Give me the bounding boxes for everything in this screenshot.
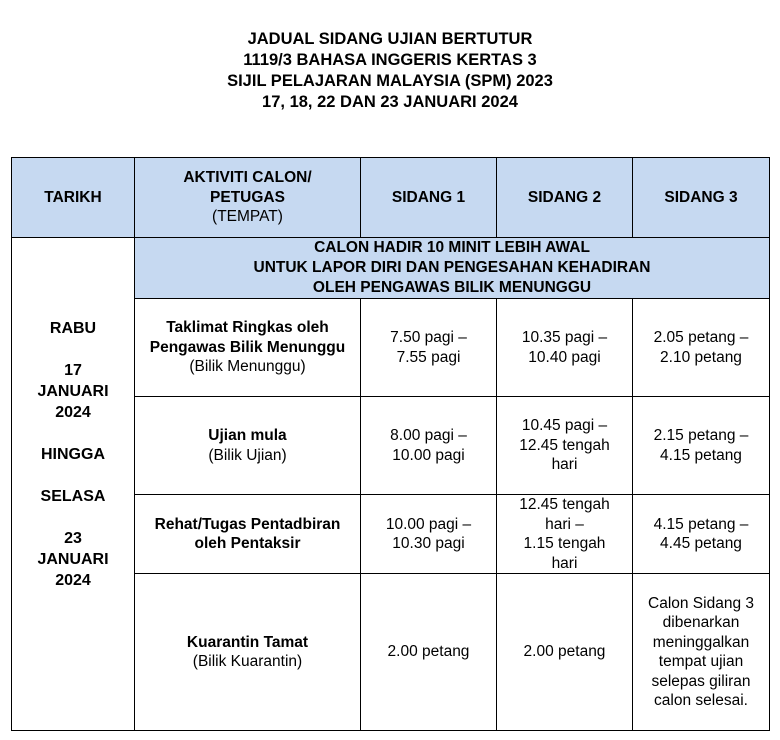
time-text: hari	[551, 456, 578, 474]
time-text: 2.10 petang	[660, 348, 742, 366]
time-text: 12.45 tengah	[519, 436, 610, 454]
notice-banner	[135, 238, 770, 299]
time-text: 12.45 tengah	[519, 496, 610, 513]
time-text: 8.00 pagi –	[390, 427, 467, 444]
header-aktiviti	[135, 158, 361, 238]
time-text: 4.45 petang	[660, 535, 742, 552]
activity-label: Rehat/Tugas Pentadbiran	[154, 515, 341, 533]
activity-cell	[135, 574, 361, 731]
sidang-1-cell	[361, 397, 497, 495]
header-sidang-1: SIDANG 1	[361, 158, 497, 238]
sidang-1-cell	[361, 495, 497, 574]
date-day-end: SELASA	[40, 487, 106, 505]
time-text: 7.55 pagi	[396, 348, 461, 366]
title-line-4: 17, 18, 22 DAN 23 JANUARI 2024	[262, 93, 518, 111]
sidang-2-cell	[497, 495, 633, 574]
sidang-1-cell	[361, 574, 497, 731]
activity-place: (Bilik Ujian)	[208, 446, 287, 464]
note-text: tempat ujian	[658, 653, 744, 670]
time-text: 1.15 tengah	[523, 535, 606, 552]
sidang-2-cell	[497, 574, 633, 731]
header-aktiviti-line2: PETUGAS	[210, 188, 285, 206]
notice-line-3: OLEH PENGAWAS BILIK MENUNGGU	[312, 279, 592, 296]
activity-cell	[135, 397, 361, 495]
time-text: 2.00 petang	[387, 643, 470, 661]
sidang-1-cell	[361, 299, 497, 397]
schedule-table	[11, 157, 770, 731]
date-hingga: HINGGA	[41, 445, 105, 463]
date-num-end: 23	[64, 529, 82, 547]
notice-row	[12, 238, 770, 299]
title-line-1: JADUAL SIDANG UJIAN BERTUTUR	[247, 30, 533, 48]
header-aktiviti-line1: AKTIVITI CALON/	[183, 169, 312, 187]
time-text: 7.50 pagi –	[390, 329, 467, 346]
activity-label: Kuarantin Tamat	[186, 633, 309, 651]
date-month-start: JANUARI	[37, 382, 109, 400]
date-num-start: 17	[64, 361, 82, 379]
activity-place: (Bilik Menunggu)	[189, 358, 306, 376]
time-text: 10.00 pagi	[392, 446, 465, 464]
sidang-3-cell	[633, 574, 770, 731]
sidang-2-cell	[497, 299, 633, 397]
activity-label: Ujian mula	[208, 427, 287, 444]
time-text: 4.15 petang	[660, 446, 742, 464]
header-sidang-3: SIDANG 3	[633, 158, 770, 238]
title-line-3: SIJIL PELAJARAN MALAYSIA (SPM) 2023	[227, 72, 553, 90]
activity-label: Pengawas Bilik Menunggu	[149, 338, 346, 356]
time-text: 2.15 petang –	[653, 427, 749, 444]
time-text: 4.15 petang –	[653, 515, 749, 533]
title-line-2: 1119/3 BAHASA INGGERIS KERTAS 3	[243, 51, 537, 69]
time-text: 10.35 pagi –	[521, 329, 608, 346]
time-text: 10.40 pagi	[528, 348, 601, 366]
header-row	[12, 158, 770, 238]
time-text: 2.00 petang	[523, 643, 606, 661]
note-text: selepas giliran	[651, 672, 751, 690]
note-text: Calon Sidang 3	[648, 594, 754, 612]
date-day-start: RABU	[49, 319, 97, 337]
activity-cell	[135, 299, 361, 397]
date-range-cell	[12, 238, 135, 731]
time-text: 10.30 pagi	[392, 535, 465, 552]
header-tarikh: TARIKH	[12, 158, 135, 238]
header-aktiviti-sub: (TEMPAT)	[212, 208, 283, 226]
date-year-start: 2024	[55, 403, 91, 421]
sidang-2-cell	[497, 397, 633, 495]
header-sidang-2: SIDANG 2	[497, 158, 633, 238]
activity-cell	[135, 495, 361, 574]
date-year-end: 2024	[55, 571, 91, 589]
sidang-3-cell	[633, 495, 770, 574]
sidang-3-cell	[633, 397, 770, 495]
activity-label: Taklimat Ringkas oleh	[166, 319, 329, 337]
note-text: calon selesai.	[654, 692, 748, 709]
activity-label: oleh Pentaksir	[194, 535, 301, 552]
time-text: hari	[551, 554, 578, 572]
time-text: 2.05 petang –	[653, 329, 749, 346]
document-title	[0, 29, 780, 113]
notice-line-2: UNTUK LAPOR DIRI DAN PENGESAHAN KEHADIRAN	[253, 259, 651, 276]
notice-line-1: CALON HADIR 10 MINIT LEBIH AWAL	[314, 239, 590, 256]
time-text: 10.45 pagi –	[521, 417, 608, 435]
note-text: dibenarkan	[662, 614, 740, 631]
time-text: 10.00 pagi –	[385, 515, 472, 533]
time-text: hari –	[545, 515, 584, 533]
sidang-3-cell	[633, 299, 770, 397]
date-month-end: JANUARI	[37, 550, 109, 568]
activity-place: (Bilik Kuarantin)	[192, 653, 303, 670]
note-text: meninggalkan	[652, 633, 750, 651]
